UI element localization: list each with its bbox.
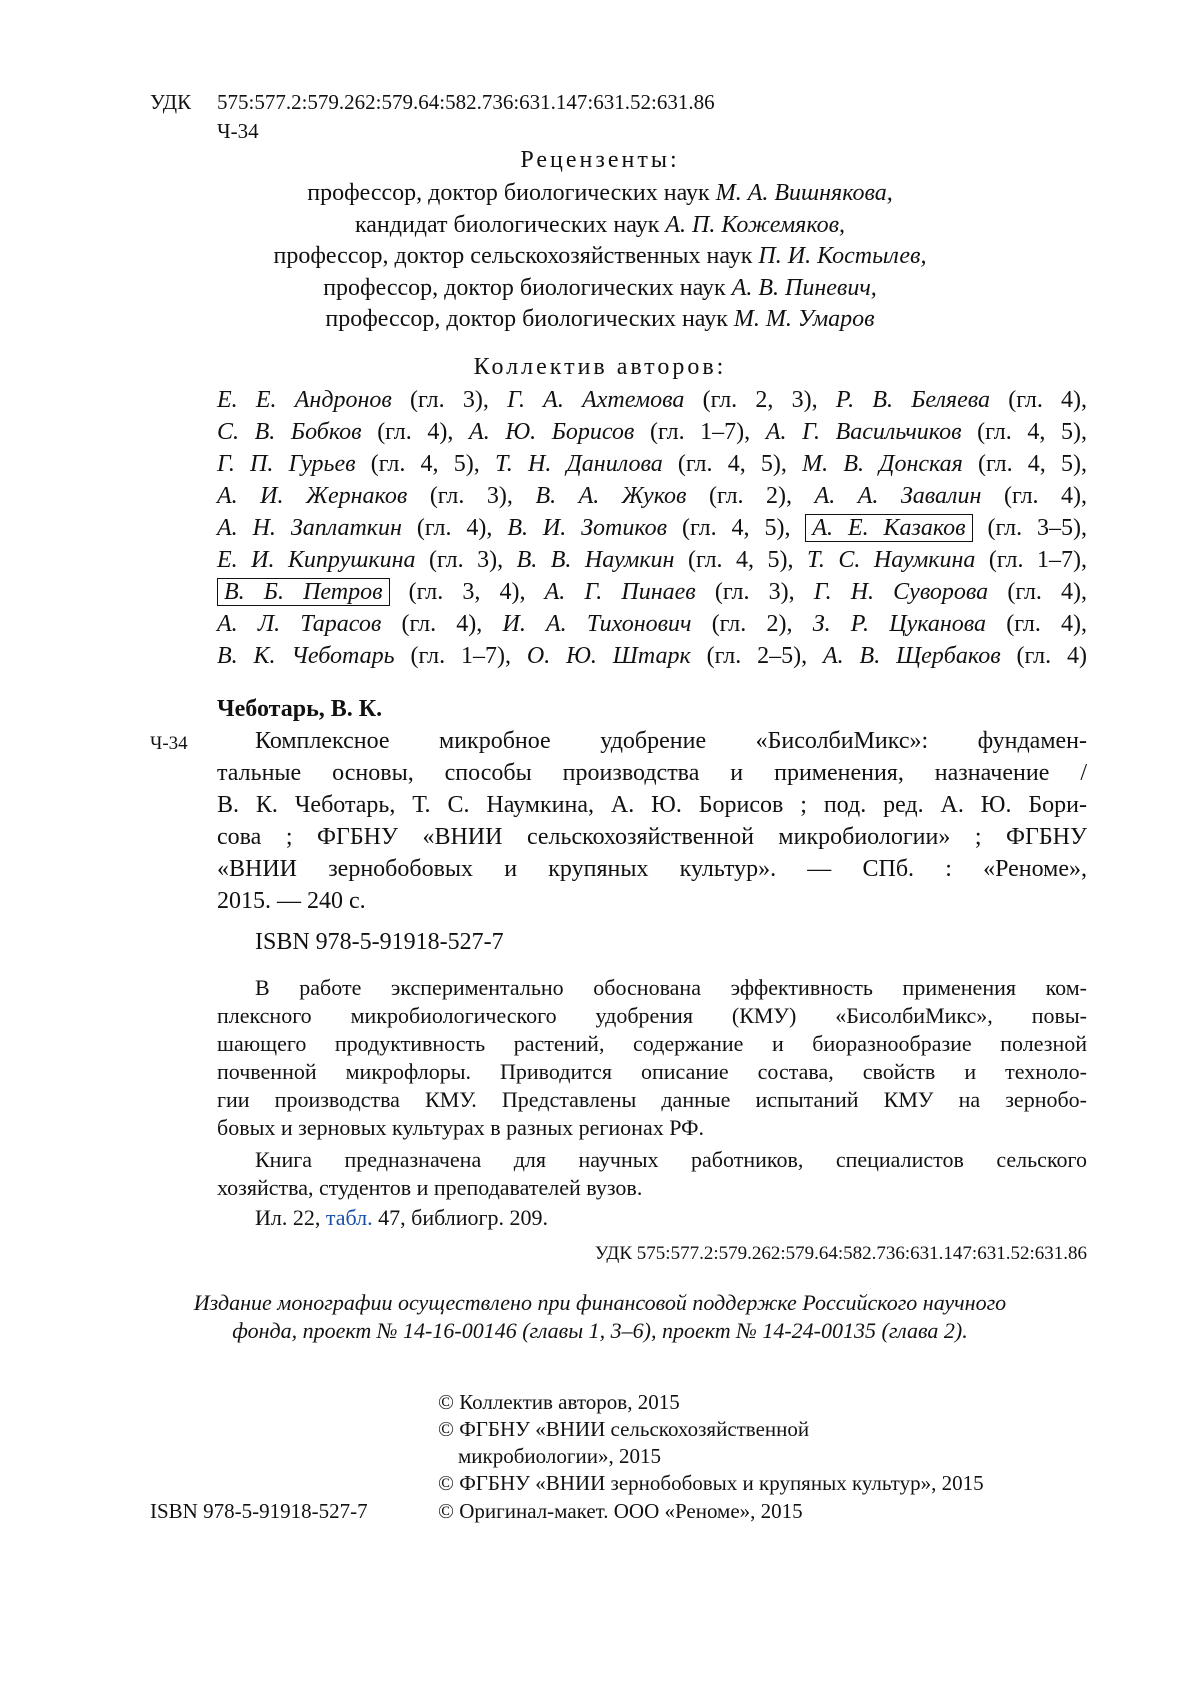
annotation-line: В работе экспериментально обоснована эффективность применения ком- bbox=[255, 975, 1087, 1001]
author-name: А. Ю. Борисов bbox=[469, 419, 634, 445]
author-name: А. И. Жернаков bbox=[217, 483, 407, 509]
author-name: Е. И. Кипрушкина bbox=[217, 547, 416, 573]
author-name: В. А. Жуков bbox=[535, 483, 686, 509]
author-name: З. Р. Цуканова bbox=[813, 611, 986, 637]
annotation-line: бовых и зерновых культурах в разных регионах РФ. bbox=[217, 1115, 704, 1141]
author-name: Р. В. Беляева bbox=[836, 387, 990, 413]
tables-link[interactable]: табл. bbox=[326, 1205, 373, 1230]
annotation-line: Книга предназначена для научных работников, специалистов сельского bbox=[255, 1147, 1087, 1173]
copyright-line: микробиологии», 2015 bbox=[458, 1444, 661, 1469]
author-name-boxed: А. Е. Казаков bbox=[805, 514, 972, 542]
author-name: Т. Н. Данилова bbox=[495, 451, 663, 477]
annotation-line: шающего продуктивность растений, содержание и биоразнообразие полезной bbox=[217, 1031, 1087, 1057]
entry-author: Чеботарь, В. К. bbox=[217, 696, 382, 723]
authors-line: Г. П. Гурьев (гл. 4, 5), Т. Н. Данилова (гл. 4, 5), М. В. Донская (гл. 4, 5), bbox=[217, 451, 1087, 478]
author-name: Г. Н. Суворова bbox=[814, 579, 988, 605]
authors-line: В. К. Чеботарь (гл. 1–7), О. Ю. Штарк (гл. 2–5), А. В. Щербаков (гл. 4) bbox=[217, 643, 1087, 670]
author-name: В. К. Чеботарь bbox=[217, 643, 395, 669]
entry-line: сова ; ФГБНУ «ВНИИ сельскохозяйственной микробиологии» ; ФГБНУ bbox=[217, 824, 1087, 851]
reviewer-line: профессор, доктор биологических наук М. М. Умаров bbox=[0, 306, 1200, 333]
authors-heading: Коллектив авторов: bbox=[0, 354, 1200, 381]
author-name: В. В. Наумкин bbox=[517, 547, 675, 573]
author-name: А. Г. Пинаев bbox=[545, 579, 696, 605]
author-name: О. Ю. Штарк bbox=[527, 643, 691, 669]
authors-line: В. Б. Петров (гл. 3, 4), А. Г. Пинаев (гл. 3), Г. Н. Суворова (гл. 4), bbox=[217, 579, 1087, 606]
entry-line: В. К. Чеботарь, Т. С. Наумкина, А. Ю. Борисов ; под. ред. А. Ю. Бори- bbox=[217, 792, 1087, 819]
copyright-line: © Коллектив авторов, 2015 bbox=[438, 1390, 680, 1415]
author-name: М. В. Донская bbox=[802, 451, 963, 477]
udk-code: 575:577.2:579.262:579.64:582.736:631.147:631.52:631.86 bbox=[217, 90, 715, 115]
copyright-line: © Оригинал-макет. ООО «Реноме», 2015 bbox=[438, 1499, 803, 1524]
library-cipher: Ч-34 bbox=[217, 119, 259, 144]
author-name-boxed: В. Б. Петров bbox=[217, 578, 390, 606]
annotation-stats: Ил. 22, табл. 47, библиогр. 209. bbox=[255, 1205, 548, 1231]
author-name: С. В. Бобков bbox=[217, 419, 362, 445]
entry-line: «ВНИИ зернобобовых и крупяных культур». — СПб. : «Реноме», bbox=[217, 856, 1087, 883]
author-name: А. Н. Заплаткин bbox=[217, 515, 402, 541]
author-name: Г. П. Гурьев bbox=[217, 451, 356, 477]
author-name: Г. А. Ахтемова bbox=[507, 387, 684, 413]
author-name: В. И. Зотиков bbox=[507, 515, 667, 541]
authors-line: А. Л. Тарасов (гл. 4), И. А. Тихонович (гл. 2), З. Р. Цуканова (гл. 4), bbox=[217, 611, 1087, 638]
reviewer-line: профессор, доктор биологических наук А. В. Пиневич, bbox=[0, 275, 1200, 302]
annotation-line: гии производства КМУ. Представлены данные испытаний КМУ на зернобо- bbox=[217, 1087, 1087, 1113]
udk-label: УДК bbox=[150, 90, 191, 115]
entry-line: 2015. — 240 с. bbox=[217, 888, 366, 915]
author-name: А. В. Щербаков bbox=[823, 643, 1001, 669]
reviewer-line: профессор, доктор биологических наук М. А. Вишнякова, bbox=[0, 180, 1200, 207]
reviewer-line: кандидат биологических наук А. П. Кожемяков, bbox=[0, 212, 1200, 239]
author-name: Т. С. Наумкина bbox=[807, 547, 975, 573]
authors-line: А. И. Жернаков (гл. 3), В. А. Жуков (гл. 2), А. А. Завалин (гл. 4), bbox=[217, 483, 1087, 510]
authors-line: А. Н. Заплаткин (гл. 4), В. И. Зотиков (гл. 4, 5), А. Е. Казаков (гл. 3–5), bbox=[217, 515, 1087, 542]
entry-line: тальные основы, способы производства и применения, назначение / bbox=[217, 760, 1087, 787]
author-name: Е. Е. Андронов bbox=[217, 387, 392, 413]
annotation-udk: УДК 575:577.2:579.262:579.64:582.736:631.147:631.52:631.86 bbox=[595, 1243, 1087, 1265]
reviewer-line: профессор, доктор сельскохозяйственных наук П. И. Костылев, bbox=[0, 243, 1200, 270]
author-name: А. А. Завалин bbox=[815, 483, 982, 509]
annotation-line: плексного микробиологического удобрения (КМУ) «БисолбиМикс», повы- bbox=[217, 1003, 1087, 1029]
author-name: И. А. Тихонович bbox=[502, 611, 691, 637]
funding-line: фонда, проект № 14-16-00146 (главы 1, 3–6), проект № 14-24-00135 (глава 2). bbox=[0, 1318, 1200, 1344]
copyright-line: © ФГБНУ «ВНИИ зернобобовых и крупяных культур», 2015 bbox=[438, 1471, 984, 1496]
annotation-line: хозяйства, студентов и преподавателей вузов. bbox=[217, 1175, 642, 1201]
entry-isbn: ISBN 978-5-91918-527-7 bbox=[255, 929, 504, 956]
funding-line: Издание монографии осуществлено при финансовой поддержке Российского научного bbox=[0, 1290, 1200, 1316]
authors-line: Е. Е. Андронов (гл. 3), Г. А. Ахтемова (гл. 2, 3), Р. В. Беляева (гл. 4), bbox=[217, 387, 1087, 414]
copyright-isbn: ISBN 978-5-91918-527-7 bbox=[150, 1499, 368, 1524]
reviewers-heading: Рецензенты: bbox=[0, 147, 1200, 174]
copyright-line: © ФГБНУ «ВНИИ сельскохозяйственной bbox=[438, 1417, 809, 1442]
entry-cipher: Ч-34 bbox=[150, 733, 188, 755]
entry-line: Комплексное микробное удобрение «БисолбиМикс»: фундамен- bbox=[255, 728, 1087, 755]
author-name: А. Г. Васильчиков bbox=[766, 419, 962, 445]
authors-line: С. В. Бобков (гл. 4), А. Ю. Борисов (гл. 1–7), А. Г. Васильчиков (гл. 4, 5), bbox=[217, 419, 1087, 446]
author-name: А. Л. Тарасов bbox=[217, 611, 381, 637]
authors-line: Е. И. Кипрушкина (гл. 3), В. В. Наумкин (гл. 4, 5), Т. С. Наумкина (гл. 1–7), bbox=[217, 547, 1087, 574]
annotation-line: почвенной микрофлоры. Приводится описание состава, свойств и техноло- bbox=[217, 1059, 1087, 1085]
